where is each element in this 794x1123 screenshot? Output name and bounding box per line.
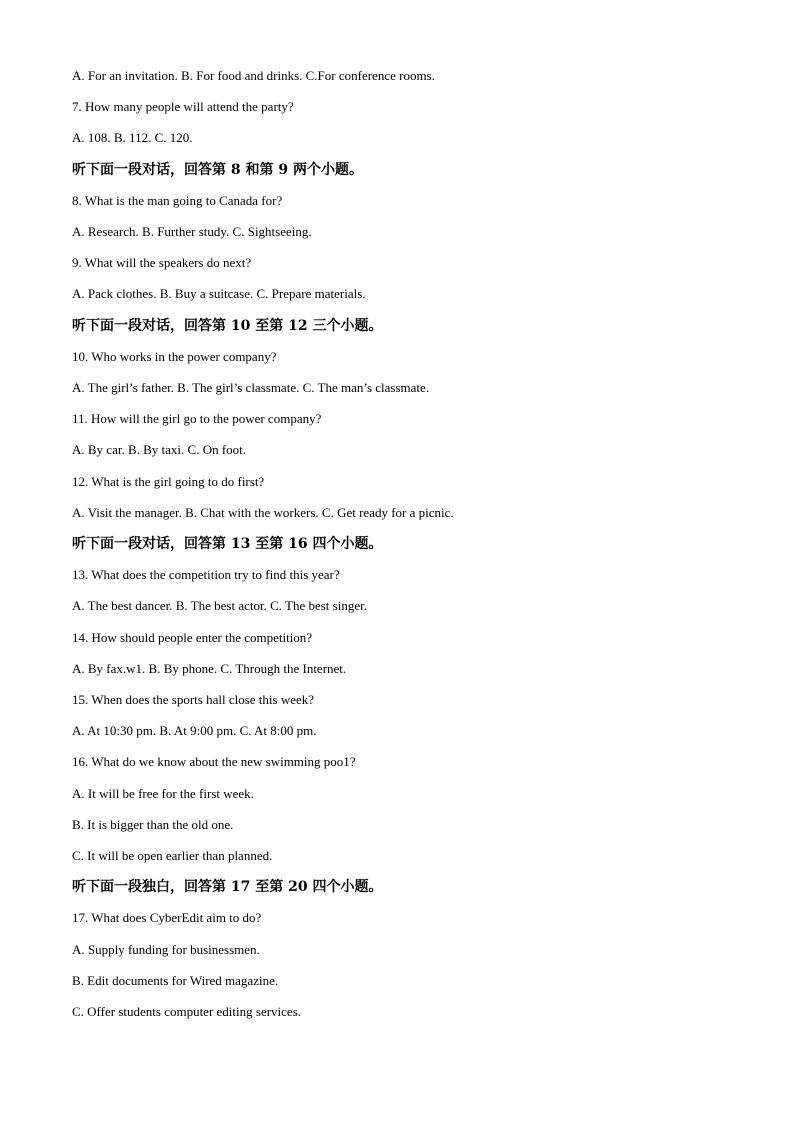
answer-option: A. At 10:30 pm. B. At 9:00 pm. C. At 8:00 pm. [72,723,317,738]
answer-option: A. Pack clothes. B. Buy a suitcase. C. Prepare materials. [72,286,366,301]
answer-option: A. The girl’s father. B. The girl’s classmate. C. The man’s classmate. [72,380,430,395]
answer-option: A. By car. B. By taxi. C. On foot. [72,442,247,457]
section-heading: 听下面一段对话，回答第 10 至第 12 三个小题。 [72,318,383,334]
answer-option: B. Edit documents for Wired magazine. [72,973,279,988]
answer-option: A. For an invitation. B. For food and drinks. C.For conference rooms. [72,68,435,83]
question-text: 12. What is the girl going to do first? [72,474,265,489]
question-text: 16. What do we know about the new swimming poo1? [72,754,356,769]
section-heading: 听下面一段对话，回答第 8 和第 9 两个小题。 [72,162,363,178]
question-text: 10. Who works in the power company? [72,349,277,364]
question-text: 8. What is the man going to Canada for? [72,193,283,208]
question-text: 9. What will the speakers do next? [72,255,252,270]
question-text: 15. When does the sports hall close this week? [72,692,315,707]
answer-option: A. By fax.w1. B. By phone. C. Through the Internet. [72,661,347,676]
question-text: 17. What does CyberEdit aim to do? [72,910,262,925]
answer-option: B. It is bigger than the old one. [72,817,234,832]
question-text: 13. What does the competition try to find this year? [72,567,340,582]
answer-option: A. Research. B. Further study. C. Sightseeing. [72,224,312,239]
question-text: 11. How will the girl go to the power company? [72,411,322,426]
answer-option: C. It will be open earlier than planned. [72,848,273,863]
answer-option: A. The best dancer. B. The best actor. C. The best singer. [72,598,367,613]
answer-option: C. Offer students computer editing services. [72,1004,302,1019]
answer-option: A. Supply funding for businessmen. [72,942,260,957]
question-text: 14. How should people enter the competition? [72,630,313,645]
answer-option: A. It will be free for the first week. [72,786,254,801]
question-text: 7. How many people will attend the party? [72,99,294,114]
section-heading: 听下面一段独白，回答第 17 至第 20 四个小题。 [72,879,383,895]
answer-option: A. 108. B. 112. C. 120. [72,130,193,145]
section-heading: 听下面一段对话，回答第 13 至第 16 四个小题。 [72,536,383,552]
answer-option: A. Visit the manager. B. Chat with the workers. C. Get ready for a picnic. [72,505,454,520]
